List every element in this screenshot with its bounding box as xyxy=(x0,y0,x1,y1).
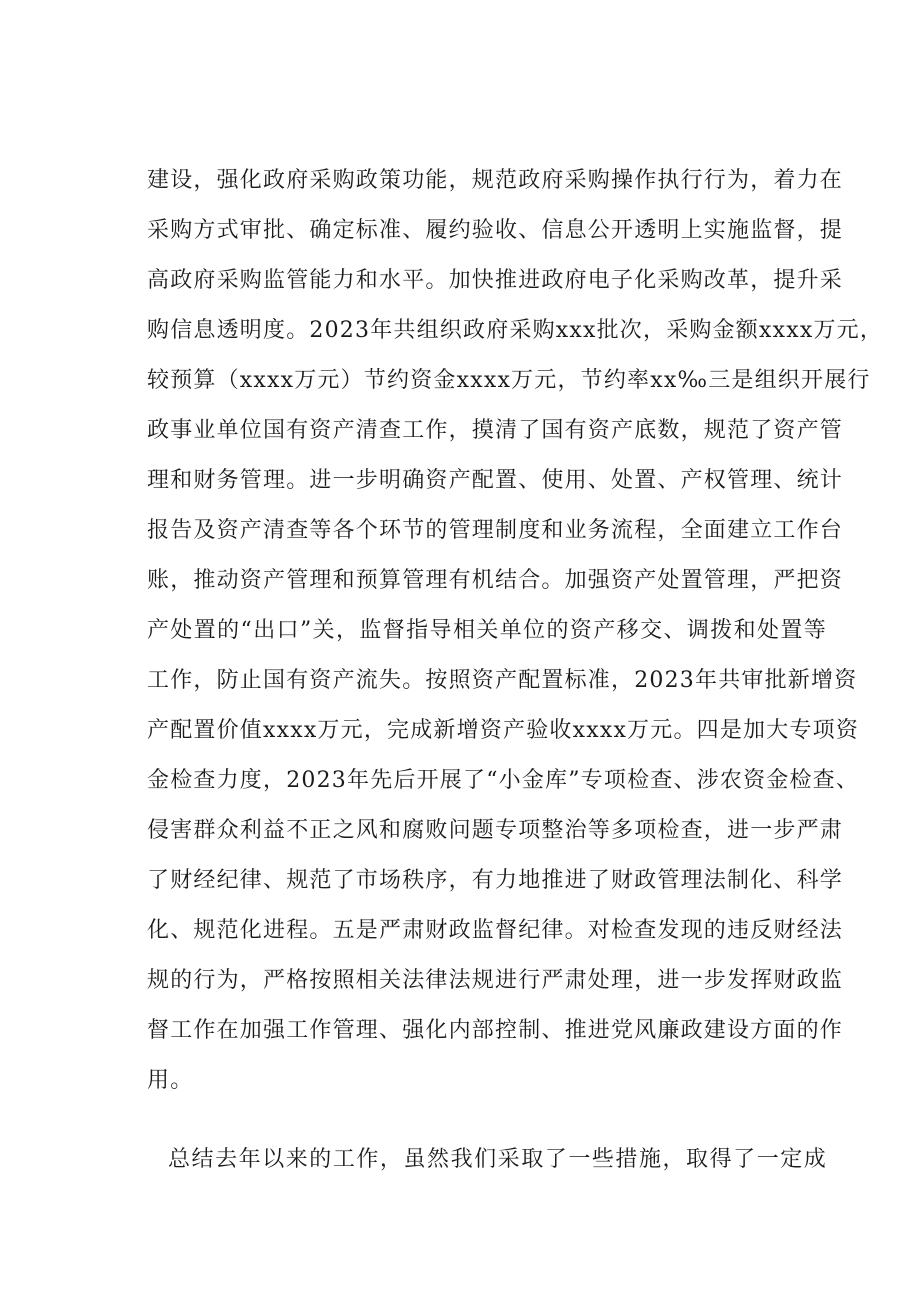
paragraph-gap xyxy=(147,1106,827,1135)
text-line: 侵害群众利益不正之风和腐败问题专项整治等多项检查，进一步严肃 xyxy=(147,818,844,843)
text-line: 化、规范化进程。五是严肃财政监督纪律。对检查发现的违反财经法 xyxy=(147,918,844,943)
text-line: 工作，防止国有资产流失。按照资产配置标准，2023年共审批新增资 xyxy=(147,668,858,693)
text-line: 报告及资产清查等各个环节的管理制度和业务流程，全面建立工作台 xyxy=(147,518,844,543)
text-line: 用。 xyxy=(147,1068,194,1093)
document-body xyxy=(147,156,884,1185)
text-line: 较预算（xxxx万元）节约资金xxxx万元，节约率xx‰三是组织开展行 xyxy=(147,368,871,393)
text-line: 建设，强化政府采购政策功能，规范政府采购操作执行行为，着力在 xyxy=(147,168,844,193)
text-line: 督工作在加强工作管理、强化内部控制、推进党风廉政建设方面的作 xyxy=(147,1018,844,1043)
text-line: 理和财务管理。进一步明确资产配置、使用、处置、产权管理、统计 xyxy=(147,468,844,493)
text-line: 产处置的“出口”关，监督指导相关单位的资产移交、调拨和处置等 xyxy=(147,618,827,643)
text-line: 总结去年以来的工作，虽然我们采取了一些措施，取得了一定成 xyxy=(168,1147,827,1172)
text-line: 规的行为，严格按照相关法律法规进行严肃处理，进一步发挥财政监 xyxy=(147,968,844,993)
paragraph-1 xyxy=(147,156,884,1106)
text-line: 采购方式审批、确定标准、履约验收、信息公开透明上实施监督，提 xyxy=(147,218,844,243)
text-line: 政事业单位国有资产清查工作，摸清了国有资产底数，规范了资产管 xyxy=(147,418,844,443)
text-line: 了财经纪律、规范了市场秩序，有力地推进了财政管理法制化、科学 xyxy=(147,868,844,893)
paragraph-2 xyxy=(147,1135,827,1185)
text-line: 高政府采购监管能力和水平。加快推进政府电子化采购改革，提升采 xyxy=(147,268,844,293)
text-line: 购信息透明度。2023年共组织政府采购xxx批次，采购金额xxxx万元， xyxy=(147,318,884,343)
text-line: 金检查力度，2023年先后开展了“小金库”专项检查、涉农资金检查、 xyxy=(147,768,860,793)
text-line: 账，推动资产管理和预算管理有机结合。加强资产处置管理，严把资 xyxy=(147,568,844,593)
text-line: 产配置价值xxxx万元，完成新增资产验收xxxx万元。四是加大专项资 xyxy=(147,718,860,743)
